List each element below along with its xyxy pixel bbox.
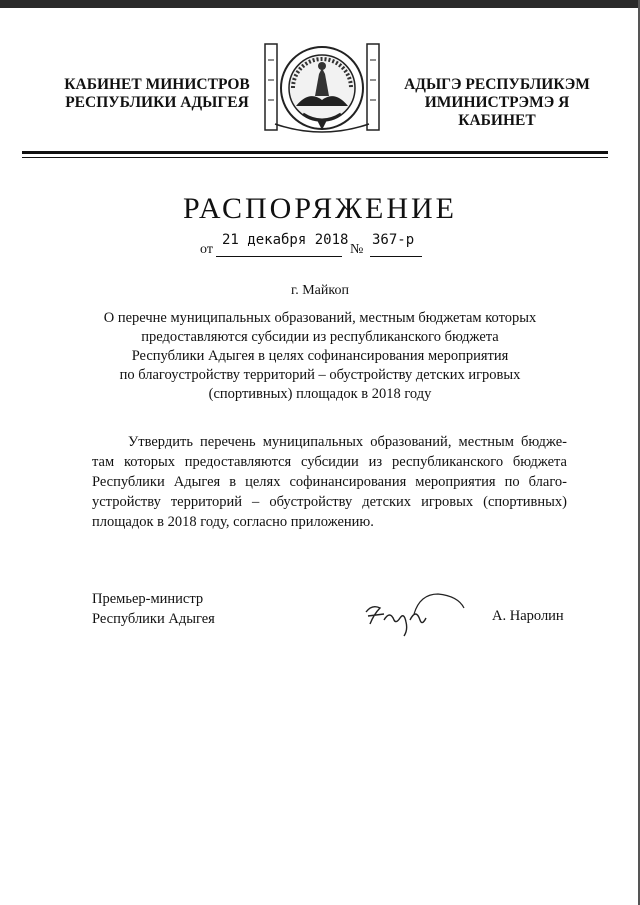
- signer-position-line: Республики Адыгея: [92, 611, 215, 627]
- signer-position: [92, 589, 215, 629]
- coat-of-arms-icon: [263, 40, 381, 140]
- signer-name: А. Наролин: [492, 608, 564, 624]
- body-line: Республики Адыгея в целях софинансирования мероприятия по благо-: [92, 474, 567, 490]
- header-right-line-2: ИМИНИСТРЭМЭ Я КАБИНЕТ: [424, 94, 570, 129]
- subject-line: по благоустройству территорий – обустройству детских игровых: [119, 367, 521, 383]
- subject-line: предоставляются субсидии из республиканского бюджета: [141, 329, 499, 345]
- document-number: 367-р: [372, 232, 415, 248]
- header-left-line-1: КАБИНЕТ МИНИСТРОВ: [64, 76, 250, 93]
- subject-line: Республики Адыгея в целях софинансирования мероприятия: [131, 348, 509, 364]
- subject-line: О перечне муниципальных образований, местным бюджетам которых: [103, 310, 537, 326]
- city-line: г. Майкоп: [291, 283, 349, 298]
- number-prefix-label: №: [350, 242, 364, 257]
- header-divider-thick: [22, 151, 608, 154]
- header-divider-thin: [22, 157, 608, 158]
- date-number-row: [0, 230, 640, 260]
- document-title: РАСПОРЯЖЕНИЕ: [182, 192, 458, 225]
- header-right-line-1: АДЫГЭ РЕСПУБЛИКЭМ: [404, 76, 590, 93]
- header-cabinet-adyghe: [392, 76, 602, 130]
- number-underline: [370, 256, 422, 257]
- header-left-line-2: РЕСПУБЛИКИ АДЫГЕЯ: [65, 94, 249, 111]
- body-line: там которых предоставляются субсидии из республиканского бюджета: [92, 454, 567, 470]
- document-subject: [100, 309, 540, 404]
- body-line: Утвердить перечень муниципальных образований, местным бюдже-: [128, 434, 567, 450]
- scan-top-edge: [0, 0, 640, 8]
- body-line: площадок в 2018 году, согласно приложению.: [92, 514, 374, 530]
- signer-position-line: Премьер-министр: [92, 591, 204, 607]
- document-body: [92, 432, 567, 532]
- document-date: 21 декабря 2018: [222, 232, 349, 248]
- subject-line: (спортивных) площадок в 2018 году: [208, 386, 432, 402]
- body-line: устройству территорий – обустройству детских игровых (спортивных): [92, 494, 567, 510]
- header-cabinet-russian: [62, 76, 252, 112]
- date-prefix-label: от: [200, 242, 213, 257]
- date-underline: [216, 256, 342, 257]
- handwritten-signature-icon: [360, 590, 468, 640]
